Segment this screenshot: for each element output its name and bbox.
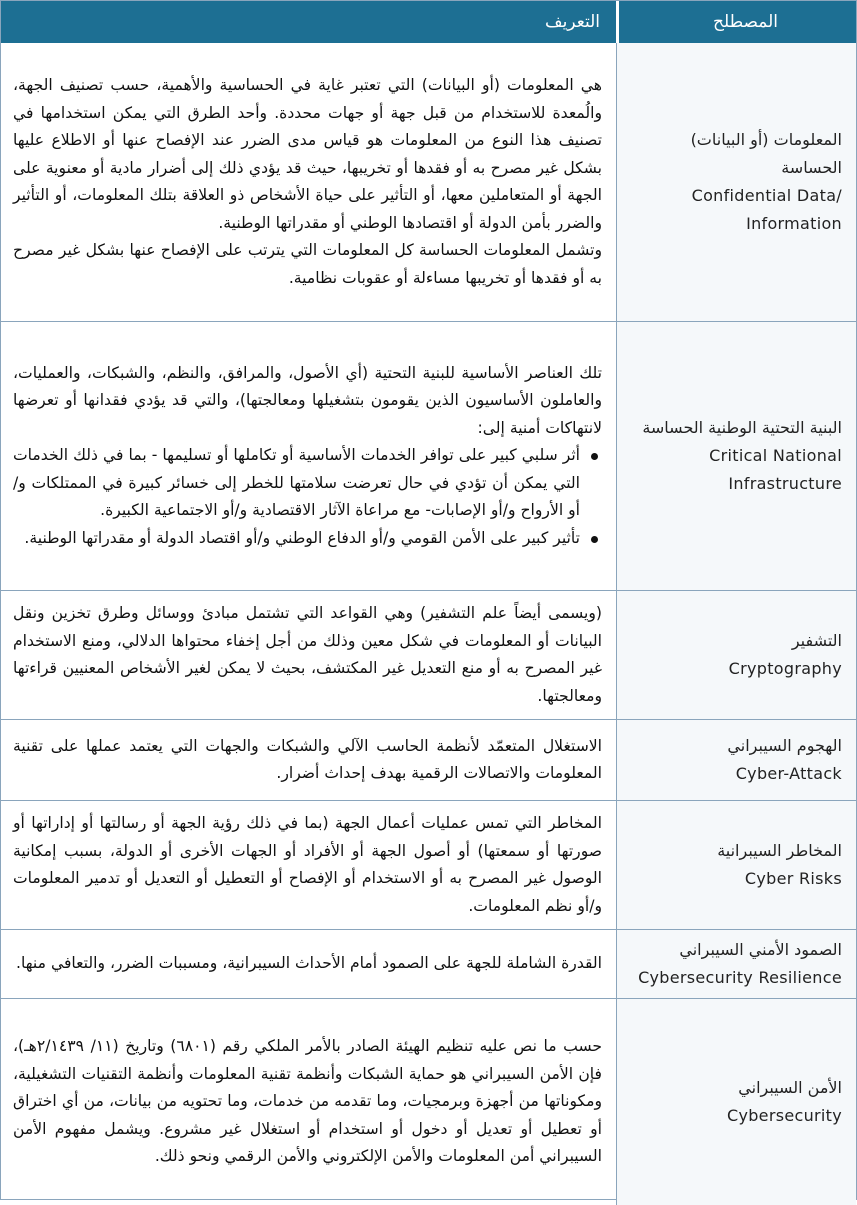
term-cell [616, 801, 856, 929]
term-column-header: المصطلح [616, 1, 856, 43]
definition-cell [1, 591, 616, 719]
definition-cell [1, 720, 616, 800]
term-cell [616, 720, 856, 800]
definition-cell [1, 930, 616, 998]
bullet-text: أثر سلبي كبير على توافر الخدمات الأساسية أو تكاملها أو تسليمها - بما في ذلك الخدمات التي يمكن أن تؤدي في حال تعرضت سلامتها للخطر إلى خسائر كبيرة في الممتلكات و/أو الأرواح و/أو الإصابات- مع مراعاة الآثار الاقتصادية و/أو الاجتماعية الكبيرة. [13, 446, 580, 520]
definition-paragraph: وتشمل المعلومات الحساسة كل المعلومات التي يترتب على الإفصاح عنها بشكل غير مصرح به أو فقدها أو تخريبها مساءلة أو عقوبات نظامية. [13, 241, 602, 287]
table-row [1, 590, 856, 719]
bullet-dot-icon [591, 453, 598, 460]
definition-paragraph: المخاطر التي تمس عمليات أعمال الجهة (بما في ذلك رؤية الجهة أو رسالتها أو إداراتها أو صورتها أو سمعتها) أو أصول الجهة أو الأفراد أو الجهات الأخرى أو الدولة، بسبب إمكانية الوصول غير المصرح به أو الاستخدام أو الإفصاح أو التعطيل أو التعديل أو تدمير المعلومات و/أو نظم المعلومات. [13, 814, 602, 915]
term-arabic: الهجوم السيبراني [727, 736, 842, 755]
definition-cell [1, 999, 616, 1205]
term-cell [616, 930, 856, 998]
definition-paragraph: هي المعلومات (أو البيانات) التي تعتبر غاية في الحساسية والأهمية، حسب تصنيف الجهة، والُمعدة للاستخدام من قبل جهة أو جهات محددة. وأحد الطرق التي يمكن استخدامها في تصنيف هذا النوع من المعلومات هو قياس مدى الضرر عند الإفصاح عنها أو الاطلاع عليها بشكل غير مصرح به أو فقدها أو تخريبها، حيث قد يؤدي ذلك إلى أضرار مادية أو معنوية على الجهة أو المتعاملين معها، أو التأثير على حياة الأشخاص ذو العلاقة بتلك المعلومات، أو التأثير والضرر بأمن الدولة أو اقتصادها الوطني أو مقدراتها الوطنية. [13, 76, 602, 232]
term-arabic: التشفير [791, 631, 842, 650]
definition-paragraph: القدرة الشاملة للجهة على الصمود أمام الأحداث السيبرانية، ومسببات الضرر، والتعافي منها. [16, 954, 602, 973]
table-row [1, 321, 856, 590]
table-row [1, 800, 856, 929]
definition-cell [1, 43, 616, 321]
term-arabic: المخاطر السيبرانية [717, 841, 842, 860]
definition-column-header: التعريف [1, 1, 616, 43]
bullet-item [13, 525, 580, 553]
bullet-dot-icon [591, 536, 598, 543]
table-row [1, 929, 856, 998]
term-cell [616, 322, 856, 590]
term-english: Cyber-Attack [735, 764, 842, 783]
definition-paragraph: الاستغلال المتعمّد لأنظمة الحاسب الآلي والشبكات والجهات التي يعتمد عملها على تقنية المعلومات والاتصالات الرقمية بهدف إحداث أضرار. [13, 736, 602, 782]
definition-cell [1, 801, 616, 929]
table-body [1, 43, 856, 1205]
term-english: Cyber Risks [744, 869, 842, 888]
bullet-text: تأثير كبير على الأمن القومي و/أو الدفاع الوطني و/أو اقتصاد الدولة أو مقدراتها الوطنية. [24, 528, 580, 547]
term-cell [616, 43, 856, 321]
definition-paragraph: تلك العناصر الأساسية للبنية التحتية (أي الأصول، والمرافق، والنظم، والشبكات، والعمليات، والعاملون الأساسيون الذين يقومون بتشغيلها ومعالجتها)، والتي قد يؤدي فقدانها أو تعرضها لانتهاكات أمنية إلى: [13, 363, 602, 437]
table-row [1, 719, 856, 800]
table-row [1, 998, 856, 1205]
term-arabic: المعلومات (أو البيانات) الحساسة [690, 130, 842, 177]
term-arabic: الأمن السيبراني [738, 1078, 842, 1097]
term-english: Cryptography [728, 659, 842, 678]
table-row [1, 43, 856, 321]
table-header [1, 1, 856, 43]
definition-paragraph: حسب ما نص عليه تنظيم الهيئة الصادر بالأمر الملكي رقم (٦٨٠١) وتاريخ (١١/ ٢/١٤٣٩هـ)، فإن الأمن السيبراني هو حماية الشبكات وأنظمة تقنية المعلومات وأنظمة التقنيات التشغيلية، ومكوناتها من أجهزة وبرمجيات، وما تقدمه من خدمات، وما تحتويه من بيانات، من أي اختراق أو تعطيل أو تعديل أو دخول أو استخدام أو استغلال غير مشروع. ويشمل مفهوم الأمن السيبراني أمن المعلومات والأمن الإلكتروني والأمن الرقمي ونحو ذلك. [13, 1037, 602, 1166]
term-cell [616, 591, 856, 719]
definition-bullet-list [13, 442, 602, 552]
definition-cell [1, 322, 616, 590]
term-english: Confidential Data/ Information [691, 186, 842, 233]
bullet-item [13, 442, 580, 525]
term-arabic: البنية التحتية الوطنية الحساسة [642, 418, 842, 437]
definition-paragraph: (ويسمى أيضاً علم التشفير) وهي القواعد التي تشتمل مبادئ ووسائل وطرق تخزين ونقل البيانات أو المعلومات في شكل معين وذلك من أجل إخفاء محتواها الدلالي، ومنع الاستخدام غير المصرح به أو منع التعديل غير المكتشف، بحيث لا يمكن لغير الأشخاص المعنيين قراءتها ومعالجتها. [13, 604, 602, 705]
term-cell [616, 999, 856, 1205]
term-english: Critical National Infrastructure [709, 446, 842, 493]
term-english: Cybersecurity [726, 1106, 842, 1125]
term-arabic: الصمود الأمني السيبراني [679, 940, 842, 959]
term-english: Cybersecurity Resilience [638, 968, 842, 987]
